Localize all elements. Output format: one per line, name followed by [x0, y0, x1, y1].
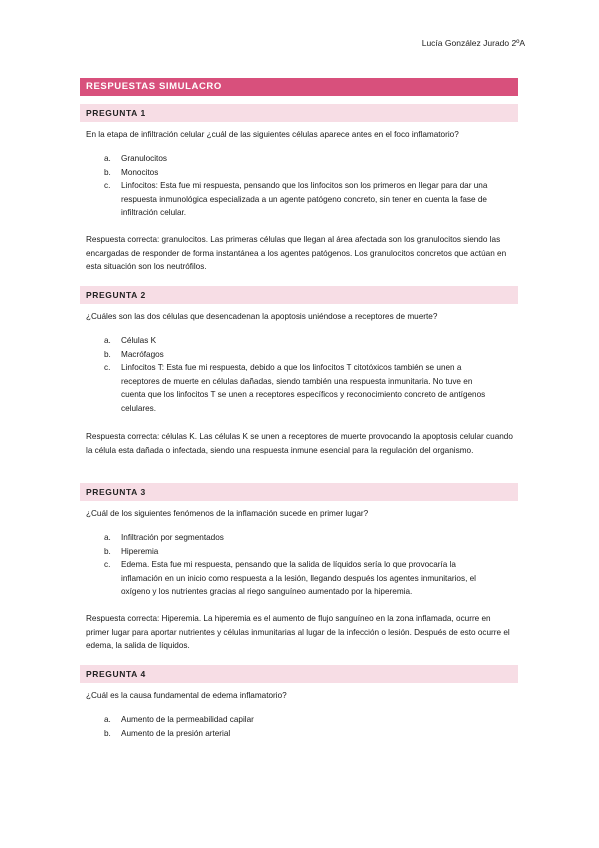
option: a. Aumento de la permeabilidad capilar — [104, 715, 254, 724]
option: b. Aumento de la presión arterial — [104, 728, 231, 738]
question-4-header: PREGUNTA 4 — [80, 665, 518, 683]
question-1-text: En la etapa de infiltración celular ¿cuál de las siguientes células aparece antes en el foco inflamatorio? — [86, 130, 459, 139]
question-2-options — [86, 334, 506, 415]
section-title: RESPUESTAS SIMULACRO — [80, 78, 518, 96]
question-2-answer: Respuesta correcta: células K. Las células K se unen a receptores de muerte provocando la apoptosis celular cuando la célula esta dañada o infectada, siendo una respuesta inmune esencial para la regulación del organismo. — [86, 432, 513, 455]
option: b. Monocitos — [104, 167, 159, 177]
question-2-text: ¿Cuáles son las dos células que desencadenan la apoptosis uniéndose a receptores de muerte? — [86, 312, 438, 321]
question-3-options — [86, 531, 506, 599]
question-3-header: PREGUNTA 3 — [80, 483, 518, 501]
question-3-answer: Respuesta correcta: Hiperemia. La hiperemia es el aumento de flujo sanguíneo en la zona inflamada, ocurre en primer lugar para aportar nutrientes y células inmunitarias al lugar de la infección o lesión. Después de esto ocurre el edema, la salida de líquidos. — [86, 614, 510, 650]
option: c. Edema. Esta fue mi respuesta, pensando que la salida de líquidos sería lo que provocaría la inflamación en un inicio como respuesta a la lesión, llegando después los agentes inmunitarios, el oxígeno y los nutrientes gracias al riego sanguíneo aumentado por la hiperemia. — [104, 560, 477, 596]
question-2-header: PREGUNTA 2 — [80, 286, 518, 304]
option: c. Linfocitos: Esta fue mi respuesta, pensando que los linfocitos son los primeros en llegar para dar una respuesta inmunológica especializada a un agente patógeno concreto, sin tener en cuenta la fase de infiltración celular. — [104, 181, 488, 217]
option: a. Infiltración por segmentados — [104, 533, 224, 542]
question-1-answer: Respuesta correcta: granulocitos. Las primeras células que llegan al área afectada son los granulocitos siendo las encargadas de responder de forma instantánea a los agentes patógenos. Los granulocitos concretos que actúan en esta situación son los neutrófilos. — [86, 235, 507, 271]
option: c. Linfocitos T: Esta fue mi respuesta, debido a que los linfocitos T citotóxicos también se unen a receptores de muerte en células dañadas, siendo también una respuesta inmunitaria. No tuve en cuenta que los linfocitos T se unen a receptores específicos y reconocimiento concreto de antígenos celulares. — [104, 363, 486, 413]
question-1-options — [86, 152, 506, 220]
question-4-text: ¿Cuál es la causa fundamental de edema inflamatorio? — [86, 691, 287, 700]
question-3-text: ¿Cuál de los siguientes fenómenos de la inflamación sucede en primer lugar? — [86, 509, 369, 518]
author-name: Lucía González Jurado 2ºA — [421, 38, 525, 48]
option: a. Células K — [104, 336, 157, 345]
option: a. Granulocitos — [104, 154, 167, 163]
question-1-header: PREGUNTA 1 — [80, 104, 518, 122]
option: b. Macrófagos — [104, 349, 164, 359]
option: b. Hiperemia — [104, 546, 159, 556]
question-4-options — [86, 713, 506, 740]
